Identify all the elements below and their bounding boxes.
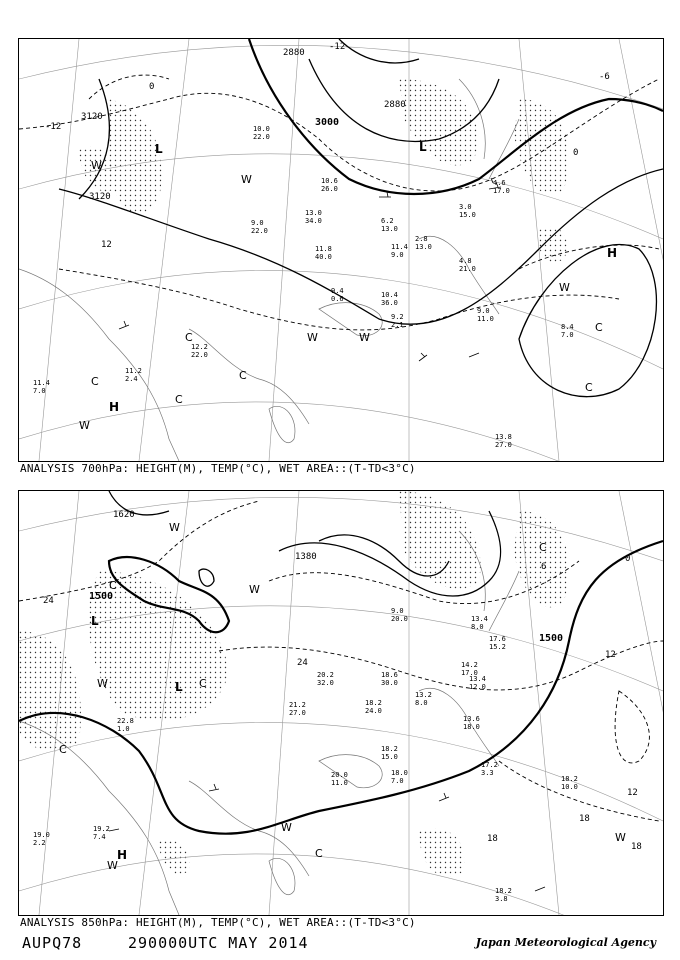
station-dewpoint-depression: 2.1 — [391, 321, 404, 329]
station-dewpoint-depression: 7.0 — [33, 387, 46, 395]
panel-700-caption: ANALYSIS 700hPa: HEIGHT(M), TEMP(°C), WET AREA::(T-TD<3°C) — [20, 462, 416, 475]
station-temp: 10.6 — [321, 177, 338, 185]
cold-marker: C — [585, 381, 593, 394]
station-temp: 9.0 — [477, 307, 490, 315]
isotherm-label: 18 — [631, 842, 642, 852]
high-center: H — [117, 848, 128, 862]
station-temp: 18.2 — [495, 887, 512, 895]
map-850hpa-canvas — [19, 491, 663, 915]
station-dewpoint-depression: 8.0 — [471, 623, 484, 631]
station-dewpoint-depression: 13.0 — [381, 225, 398, 233]
station-temp: 14.2 — [461, 661, 478, 669]
warm-marker: W — [241, 173, 252, 186]
station-dewpoint-depression: 3.3 — [481, 769, 494, 777]
station-temp: 18.2 — [365, 699, 382, 707]
station-temp: 12.2 — [191, 343, 208, 351]
warm-marker: W — [97, 677, 108, 690]
station-dewpoint-depression: 2.4 — [125, 375, 138, 383]
station-temp: 18.2 — [561, 775, 578, 783]
isotherm-label: 0 — [149, 82, 155, 92]
cold-marker: C — [539, 541, 547, 554]
map-700hpa-canvas — [19, 39, 663, 461]
map-panel-700hpa — [18, 38, 664, 462]
station-temp: 10.4 — [381, 291, 398, 299]
station-temp: 11.8 — [315, 245, 332, 253]
agency-credit: Japan Meteorological Agency — [475, 936, 656, 949]
station-dewpoint-depression: 26.0 — [321, 185, 338, 193]
isotherm-label: 24 — [297, 658, 308, 668]
station-temp: 6.2 — [381, 217, 394, 225]
warm-marker: W — [169, 521, 180, 534]
low-center: L — [175, 680, 183, 694]
station-temp: 20.0 — [331, 771, 348, 779]
station-dewpoint-depression: 27.0 — [495, 441, 512, 449]
isotherm-label: 12 — [605, 650, 616, 660]
station-temp: 9.2 — [391, 313, 404, 321]
station-temp: 11.2 — [125, 367, 142, 375]
station-dewpoint-depression: 40.0 — [315, 253, 332, 261]
station-temp: 22.8 — [117, 717, 134, 725]
station-temp: 4.6 — [493, 179, 506, 187]
station-temp: 20.2 — [317, 671, 334, 679]
station-temp: 19.2 — [93, 825, 110, 833]
station-temp: 13.8 — [495, 433, 512, 441]
height-contour-label: 2880 — [384, 100, 406, 110]
low-center: L — [155, 142, 163, 156]
station-temp: 18.6 — [381, 671, 398, 679]
station-temp: 21.2 — [289, 701, 306, 709]
station-dewpoint-depression: 17.0 — [493, 187, 510, 195]
station-temp: 8.4 — [561, 323, 574, 331]
warm-marker: W — [559, 281, 570, 294]
cold-marker: C — [199, 677, 207, 690]
station-dewpoint-depression: 7.0 — [391, 777, 404, 785]
station-temp: 11.4 — [33, 379, 50, 387]
height-contour-label: 1500 — [89, 591, 114, 602]
height-contour-label: 3000 — [315, 117, 340, 128]
isotherm-label: 24 — [43, 596, 54, 606]
station-temp: 4.8 — [459, 257, 472, 265]
cold-marker: C — [595, 321, 603, 334]
station-temp: 3.0 — [459, 203, 472, 211]
warm-marker: W — [79, 419, 90, 432]
isotherm-label: 6 — [541, 562, 547, 572]
station-dewpoint-depression: 13.0 — [415, 243, 432, 251]
station-temp: 13.2 — [415, 691, 432, 699]
wind-barbs — [109, 784, 545, 891]
station-dewpoint-depression: 36.0 — [381, 299, 398, 307]
station-temp: 11.4 — [391, 243, 408, 251]
station-dewpoint-depression: 1.0 — [117, 725, 130, 733]
cold-marker: C — [59, 743, 67, 756]
station-dewpoint-depression: 15.0 — [459, 211, 476, 219]
high-center: H — [607, 246, 618, 260]
warm-marker: W — [91, 159, 102, 172]
height-contour-label: 3120 — [89, 192, 111, 202]
station-temp: 18.2 — [381, 745, 398, 753]
isotherm-label: 0 — [625, 554, 631, 564]
isotherm-label: 18 — [579, 814, 590, 824]
station-dewpoint-depression: 15.0 — [381, 753, 398, 761]
station-temp: 13.0 — [305, 209, 322, 217]
isotherm-label: 0 — [573, 148, 579, 158]
isotherm-label: 18 — [487, 834, 498, 844]
station-temp: 17.6 — [489, 635, 506, 643]
station-dewpoint-depression: 2.2 — [33, 839, 46, 847]
station-dewpoint-depression: 11.0 — [331, 779, 348, 787]
isotherm-label: 12 — [101, 240, 112, 250]
warm-marker: W — [281, 821, 292, 834]
warm-marker: W — [307, 331, 318, 344]
station-dewpoint-depression: 7.0 — [561, 331, 574, 339]
cold-marker: C — [185, 331, 193, 344]
station-temp: 13.4 — [471, 615, 488, 623]
station-dewpoint-depression: 22.0 — [253, 133, 270, 141]
isotherm-label: -12 — [45, 122, 62, 132]
station-temp: 18.0 — [391, 769, 408, 777]
cold-marker: C — [239, 369, 247, 382]
station-dewpoint-depression: 22.0 — [251, 227, 268, 235]
height-contour-label: 3120 — [81, 112, 103, 122]
station-dewpoint-depression: 30.0 — [381, 679, 398, 687]
station-dewpoint-depression: 32.0 — [317, 679, 334, 687]
height-contour-label: 1620 — [113, 510, 135, 520]
isotherm-label: 12 — [627, 788, 638, 798]
station-dewpoint-depression: 3.8 — [495, 895, 508, 903]
station-dewpoint-depression: 15.2 — [489, 643, 506, 651]
cold-marker: C — [315, 847, 323, 860]
high-center: H — [109, 400, 120, 414]
map-panel-850hpa — [18, 490, 664, 916]
height-contour-label: 2880 — [283, 48, 305, 58]
station-dewpoint-depression: 0.6 — [331, 295, 344, 303]
station-temp: 19.0 — [33, 831, 50, 839]
station-temp: 17.2 — [481, 761, 498, 769]
station-dewpoint-depression: 18.0 — [463, 723, 480, 731]
station-dewpoint-depression: 22.0 — [191, 351, 208, 359]
low-center: L — [419, 140, 427, 154]
station-dewpoint-depression: 12.0 — [469, 683, 486, 691]
station-temp: 13.6 — [463, 715, 480, 723]
station-dewpoint-depression: 10.0 — [561, 783, 578, 791]
station-dewpoint-depression: 34.0 — [305, 217, 322, 225]
warm-marker: W — [249, 583, 260, 596]
station-dewpoint-depression: 27.0 — [289, 709, 306, 717]
warm-marker: W — [615, 831, 626, 844]
cold-marker: C — [91, 375, 99, 388]
station-temp: 9.0 — [251, 219, 264, 227]
station-dewpoint-depression: 11.0 — [477, 315, 494, 323]
station-dewpoint-depression: 17.0 — [461, 669, 478, 677]
station-dewpoint-depression: 20.0 — [391, 615, 408, 623]
chart-code: AUPQ78 — [22, 934, 83, 952]
cold-marker: C — [175, 393, 183, 406]
station-temp: 9.0 — [391, 607, 404, 615]
height-contour-label: 1380 — [295, 552, 317, 562]
height-contour-label: 1500 — [539, 633, 564, 644]
station-dewpoint-depression: 8.0 — [415, 699, 428, 707]
station-temp: 10.0 — [253, 125, 270, 133]
panel-850-caption: ANALYSIS 850hPa: HEIGHT(M), TEMP(°C), WET AREA::(T-TD<3°C) — [20, 916, 416, 929]
station-dewpoint-depression: 21.0 — [459, 265, 476, 273]
low-center: L — [91, 614, 99, 628]
valid-time: 290000UTC MAY 2014 — [128, 934, 309, 952]
station-temp: 9.4 — [331, 287, 344, 295]
station-dewpoint-depression: 7.4 — [93, 833, 106, 841]
station-dewpoint-depression: 9.0 — [391, 251, 404, 259]
cold-marker: C — [109, 579, 117, 592]
isotherm-label: -12 — [329, 42, 346, 52]
station-temp: 13.4 — [469, 675, 486, 683]
warm-marker: W — [359, 331, 370, 344]
station-dewpoint-depression: 24.0 — [365, 707, 382, 715]
warm-marker: W — [107, 859, 118, 872]
station-temp: 2.8 — [415, 235, 428, 243]
wet-area-shading — [79, 79, 569, 262]
isotherm-label: -6 — [599, 72, 610, 82]
